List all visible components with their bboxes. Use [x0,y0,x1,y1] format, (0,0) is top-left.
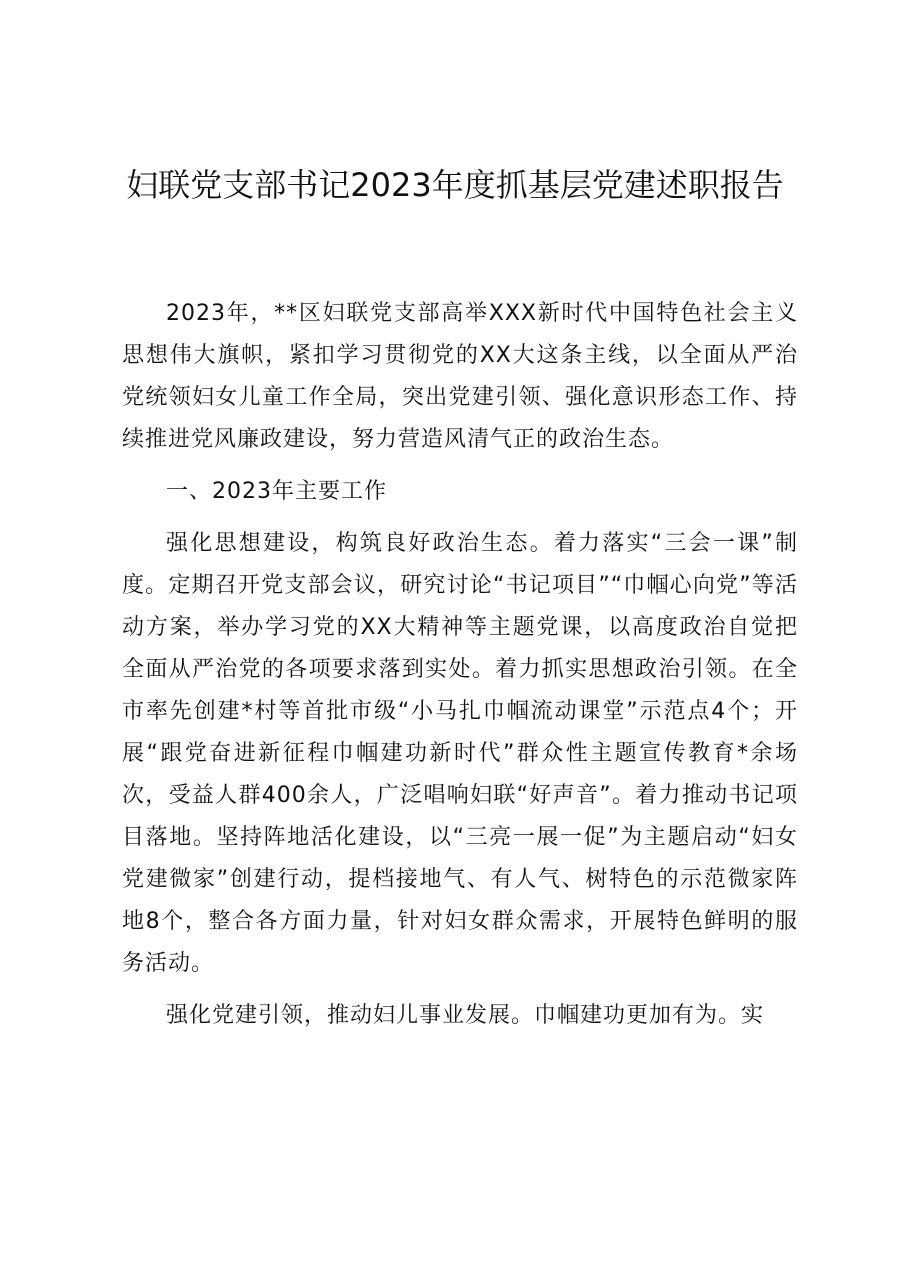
document-title: 妇联党支部书记2023年度抓基层党建述职报告 [126,166,784,204]
body-paragraph: 强化思想建设，构筑良好政治生态。着力落实“三会一课”制度。定期召开党支部会议，研究讨论“书记项目”“巾帼心向党”等活动方案，举办学习党的XX大精神等主题党课，以高度政治自觉把全面从严治党的各项要求落到实处。着力抓实思想政治引领。在全市率先创建*村等首批市级“小马扎巾帼流动课堂”示范点4个；开展“跟党奋进新征程巾帼建功新时代”群众性主题宣传教育*余场次，受益人群400余人，广泛唱响妇联“好声音”。着力推动书记项目落地。坚持阵地活化建设，以“三亮一展一促”为主题启动“妇女党建微家”创建行动，提档接地气、有人气、树特色的示范微家阵地8个，整合各方面力量，针对妇女群众需求，开展特色鲜明的服务活动。 [122,531,798,976]
section-heading: 一、2023年主要工作 [166,479,387,504]
document-body [122,293,798,1047]
intro-paragraph: 2023年，**区妇联党支部高举XXX新时代中国特色社会主义思想伟大旗帜，紧扣学习贯彻党的XX大这条主线，以全面从严治党统领妇女儿童工作全局，突出党建引领、强化意识形态工作、持续推进党风廉政建设，努力营造风清气正的政治生态。 [122,301,798,452]
body-paragraph: 强化党建引领，推动妇儿事业发展。巾帼建功更加有为。实 [166,1003,765,1028]
